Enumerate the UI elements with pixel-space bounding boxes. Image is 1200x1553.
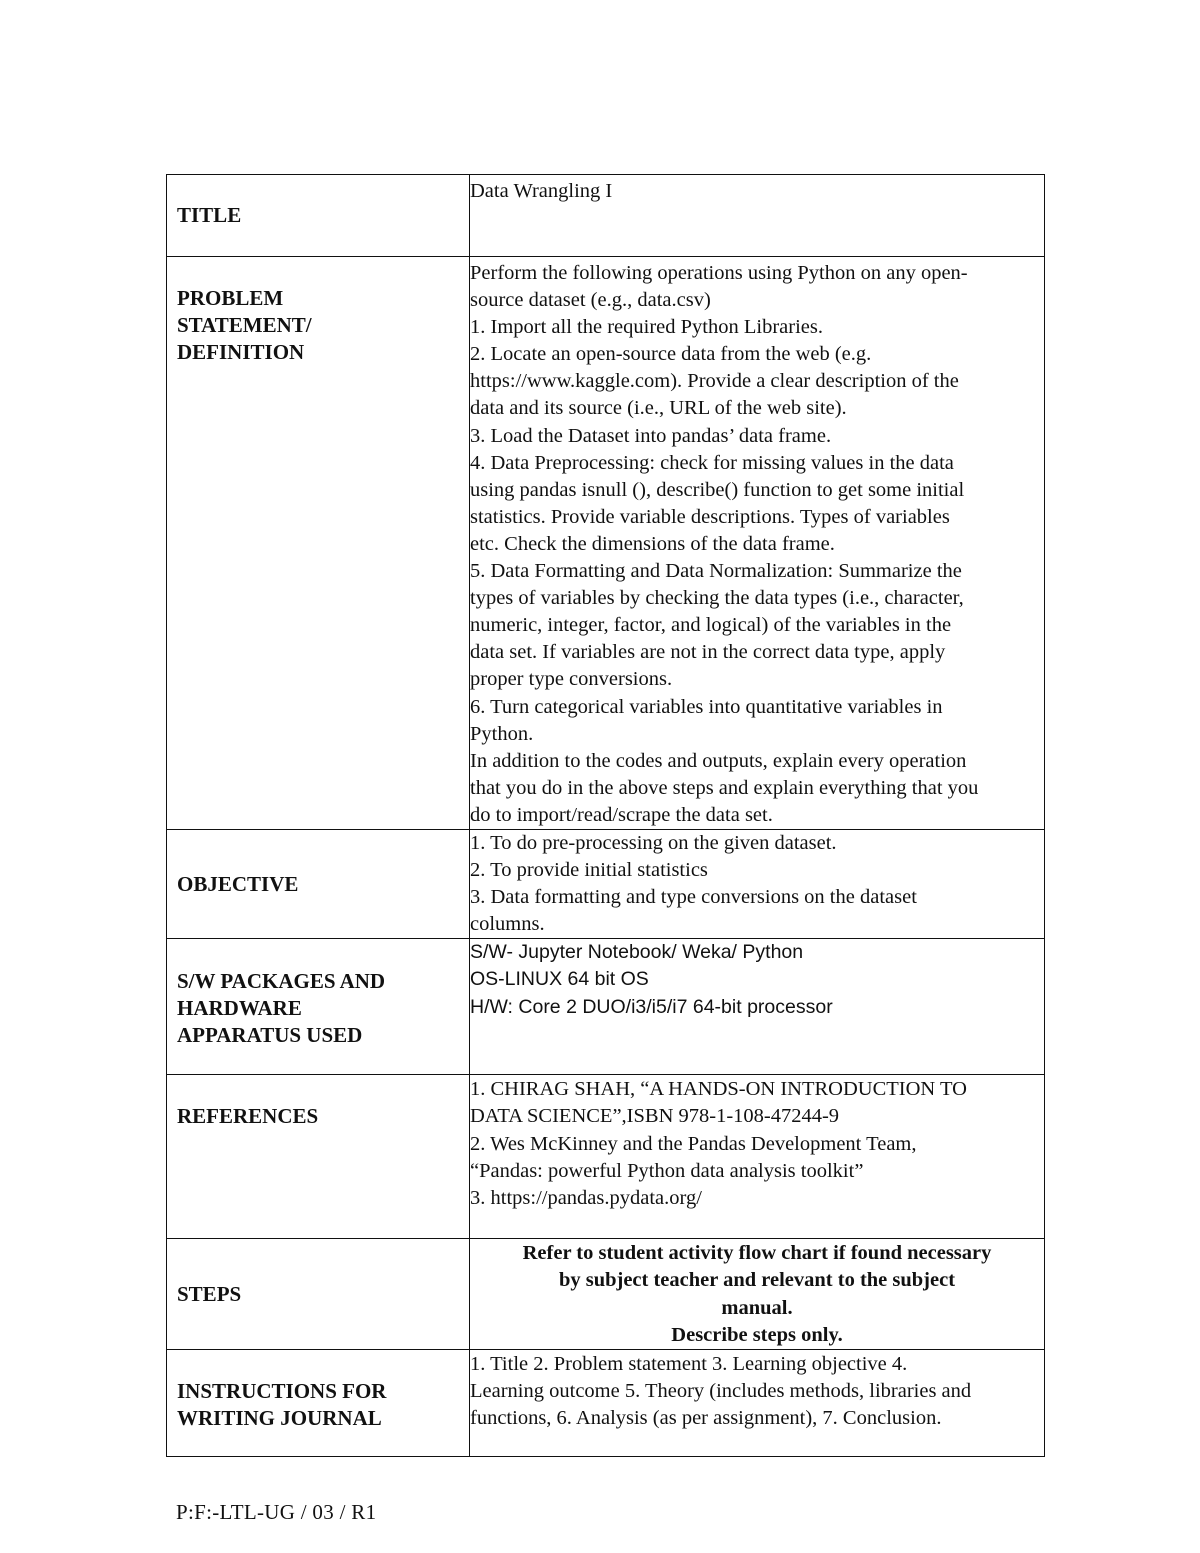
row-content-problem-statement xyxy=(470,257,1045,830)
problem-line: In addition to the codes and outputs, explain every operation xyxy=(470,749,967,772)
reference-line: “Pandas: powerful Python data analysis toolkit” xyxy=(470,1159,864,1182)
problem-line: https://www.kaggle.com). Provide a clear description of the xyxy=(470,370,959,393)
title-value: Data Wrangling I xyxy=(470,180,613,202)
problem-line: statistics. Provide variable descriptions. Types of variables xyxy=(470,505,950,528)
problem-line: that you do in the above steps and explain everything that you xyxy=(470,776,979,799)
problem-line: data and its source (i.e., URL of the web site). xyxy=(470,397,847,420)
row-label-packages xyxy=(167,939,470,1075)
label-text: DEFINITION xyxy=(177,340,305,364)
row-label-problem-statement xyxy=(167,257,470,830)
problem-line: numeric, integer, factor, and logical) of the variables in the xyxy=(470,614,952,637)
row-label-title xyxy=(167,175,470,257)
label-text: WRITING JOURNAL xyxy=(177,1405,382,1430)
problem-line: using pandas isnull (), describe() function to get some initial xyxy=(470,478,965,501)
row-label-objective xyxy=(167,829,470,938)
reference-line: 3. https://pandas.pydata.org/ xyxy=(470,1186,702,1209)
packages-line: S/W- Jupyter Notebook/ Weka/ Python xyxy=(470,941,804,964)
row-content-packages xyxy=(470,939,1045,1075)
problem-line: 1. Import all the required Python Libraries. xyxy=(470,316,823,339)
problem-line: 3. Load the Dataset into pandas’ data frame. xyxy=(470,424,832,447)
objective-line: 1. To do pre-processing on the given dataset. xyxy=(470,831,837,854)
problem-line: proper type conversions. xyxy=(470,668,673,691)
instruction-line: functions, 6. Analysis (as per assignment), 7. Conclusion. xyxy=(470,1406,942,1429)
packages-line: H/W: Core 2 DUO/i3/i5/i7 64-bit processor xyxy=(470,995,833,1018)
problem-line: data set. If variables are not in the correct data type, apply xyxy=(470,641,946,664)
problem-line: do to import/read/scrape the data set. xyxy=(470,803,773,826)
row-label-references xyxy=(167,1075,470,1239)
problem-line: 5. Data Formatting and Data Normalization: Summarize the xyxy=(470,560,962,583)
label-text: HARDWARE xyxy=(177,996,302,1021)
label-text: REFERENCES xyxy=(177,1104,319,1129)
row-content-steps xyxy=(470,1239,1045,1349)
label-text: OBJECTIVE xyxy=(177,871,299,896)
instruction-line: 1. Title 2. Problem statement 3. Learning objective 4. xyxy=(470,1352,908,1375)
label-text: INSTRUCTIONS FOR xyxy=(177,1378,387,1403)
row-label-instructions xyxy=(167,1349,470,1456)
table-row-references xyxy=(167,1075,1045,1239)
row-content-references xyxy=(470,1075,1045,1239)
problem-line: etc. Check the dimensions of the data frame. xyxy=(470,532,835,555)
problem-line: source dataset (e.g., data.csv) xyxy=(470,289,711,312)
packages-line: OS-LINUX 64 bit OS xyxy=(470,968,649,991)
table-row-steps xyxy=(167,1239,1045,1349)
table-row-instructions xyxy=(167,1349,1045,1456)
label-text: TITLE xyxy=(177,203,242,227)
steps-line: by subject teacher and relevant to the subject xyxy=(558,1269,956,1292)
label-text: STEPS xyxy=(177,1281,242,1306)
table-row-packages xyxy=(167,939,1045,1075)
objective-line: 2. To provide initial statistics xyxy=(470,859,708,882)
label-text: STATEMENT/ xyxy=(177,313,312,337)
problem-line: 6. Turn categorical variables into quantitative variables in xyxy=(470,695,943,718)
problem-line: types of variables by checking the data types (i.e., character, xyxy=(470,587,964,610)
row-content-objective xyxy=(470,829,1045,938)
row-content-instructions xyxy=(470,1349,1045,1456)
problem-line: Perform the following operations using Python on any open- xyxy=(470,262,968,284)
row-content-title xyxy=(470,175,1045,257)
document-footer-code: P:F:-LTL-UG / 03 / R1 xyxy=(176,1500,377,1524)
problem-line: 4. Data Preprocessing: check for missing values in the data xyxy=(470,451,954,474)
steps-line: Refer to student activity flow chart if found necessary xyxy=(522,1242,992,1265)
table-row-problem-statement xyxy=(167,257,1045,830)
row-label-steps xyxy=(167,1239,470,1349)
label-text: APPARATUS USED xyxy=(177,1023,363,1048)
instruction-line: Learning outcome 5. Theory (includes methods, libraries and xyxy=(470,1379,972,1402)
table-row-title xyxy=(167,175,1045,257)
steps-line: manual. xyxy=(721,1296,793,1319)
objective-line: 3. Data formatting and type conversions on the dataset xyxy=(470,886,917,909)
label-text: PROBLEM xyxy=(177,286,284,310)
reference-line: DATA SCIENCE”,ISBN 978-1-108-47244-9 xyxy=(470,1105,840,1128)
steps-line: Describe steps only. xyxy=(671,1323,843,1346)
label-text: S/W PACKAGES AND xyxy=(177,969,386,994)
problem-line: 2. Locate an open-source data from the web (e.g. xyxy=(470,343,872,366)
reference-line: 2. Wes McKinney and the Pandas Development Team, xyxy=(470,1132,917,1155)
problem-line: Python. xyxy=(470,722,534,745)
table-row-objective xyxy=(167,829,1045,938)
objective-line: columns. xyxy=(470,913,545,936)
reference-line: 1. CHIRAG SHAH, “A HANDS-ON INTRODUCTION TO xyxy=(470,1078,967,1101)
lab-assignment-table xyxy=(166,174,1045,1457)
